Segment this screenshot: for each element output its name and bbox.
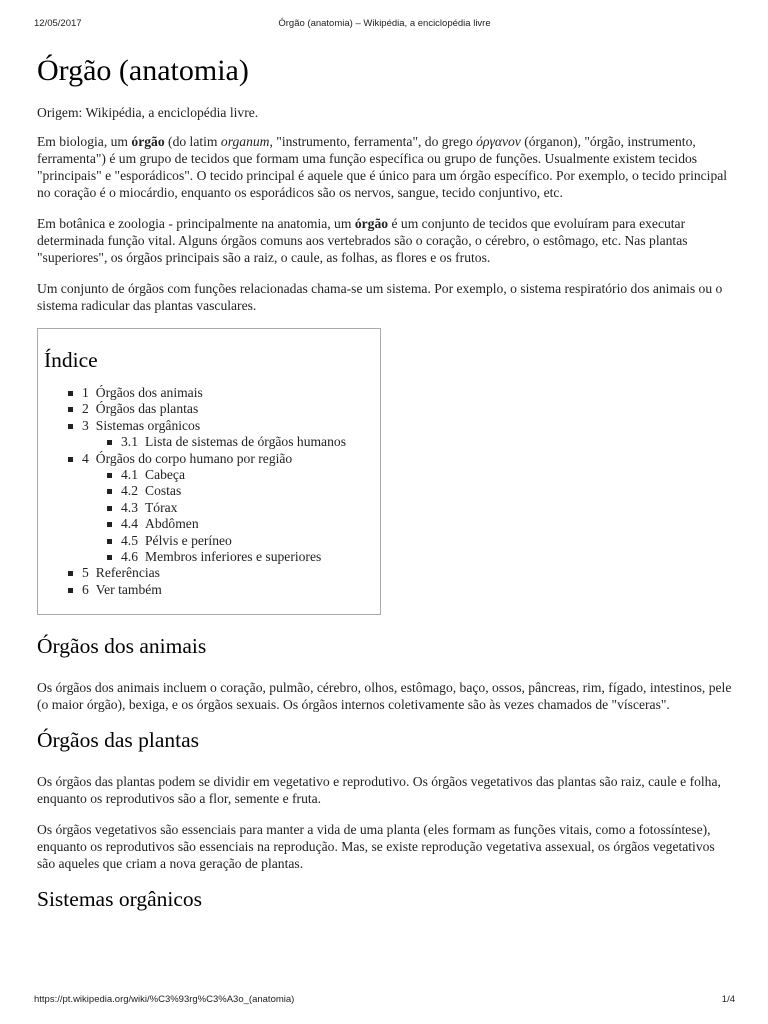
toc-number: 6: [82, 581, 89, 597]
toc-link[interactable]: Lista de sistemas de órgãos humanos: [145, 434, 346, 450]
section-heading-animais: Órgãos dos animais: [37, 634, 207, 659]
bullet-icon: [68, 391, 73, 396]
origin-note: Origem: Wikipédia, a enciclopédia livre.: [37, 105, 259, 120]
toc-number: 4.6: [121, 549, 138, 565]
toc-item[interactable]: [82, 385, 380, 401]
toc-number: 4: [82, 450, 89, 466]
toc-item[interactable]: [121, 467, 380, 483]
toc-link[interactable]: Pélvis e períneo: [145, 532, 232, 548]
toc-link[interactable]: Órgãos dos animais: [95, 385, 203, 400]
bullet-icon: [107, 489, 112, 494]
intro-text: Em biologia, um: [37, 134, 132, 149]
section-heading-plantas: Órgãos das plantas: [37, 728, 200, 753]
intro-text: (do latim: [164, 134, 221, 149]
toc-link[interactable]: Tórax: [145, 499, 178, 515]
toc-number: 4.5: [121, 532, 138, 548]
section-heading-sistemas: Sistemas orgânicos: [37, 887, 203, 912]
toc-list: [44, 385, 380, 598]
intro-text: (órganon), "órgão, instrumento, ferramenta") é um grupo de tecidos que formam uma função específica ou grupo de funções. Usualmente existem tecidos "principais" e "esporádicos". O tecido principal é aquele que é único para um órgão específico. Por exemplo, o tecido principal no coração é o miocárdio, enquanto os esporádicos são os nervos, sangue, tecido conjuntivo, etc.: [37, 134, 728, 200]
intro-latin-term: organum: [220, 134, 270, 149]
intro-paragraph-2: [37, 215, 734, 266]
print-footer: [34, 994, 735, 1008]
intro-text: é um conjunto de tecidos que evoluíram para executar determinada função vital. Alguns órgãos comuns aos vertebrados são o coração, o cérebro, o estômago, etc. Nas plantas "superiores", os órgãos principais são a raiz, o caule, as folhas, as flores e os frutos.: [37, 216, 688, 265]
toc-item[interactable]: [82, 565, 380, 581]
toc-number: 2: [82, 401, 89, 417]
intro-bold-term: órgão: [131, 134, 165, 149]
bullet-icon: [68, 571, 73, 576]
toc-number: 3: [82, 417, 89, 433]
intro-text: , "instrumento, ferramenta", do grego: [269, 134, 477, 149]
section-plantas-paragraph-2: Os órgãos vegetativos são essenciais para manter a vida de uma planta (eles formam as funções vitais, como a fotossíntese), enquanto os reprodutivos são essenciais na reprodução. Mas, se existe reprodução vegetativa assexual, os órgãos vegetativos são aqueles que criam a nova geração de plantas.: [37, 822, 715, 872]
toc-number: 1: [82, 385, 89, 400]
toc-number: 4.3: [121, 499, 138, 515]
toc-link[interactable]: Membros inferiores e superiores: [145, 549, 322, 565]
toc-link[interactable]: Órgãos do corpo humano por região: [95, 450, 293, 466]
bullet-icon: [68, 407, 73, 412]
toc-number: 4.1: [121, 467, 138, 483]
page-title: Órgão (anatomia): [37, 54, 249, 87]
toc-item[interactable]: [121, 533, 380, 549]
print-header: [34, 18, 735, 32]
intro-paragraph-3: Um conjunto de órgãos com funções relacionadas chama-se um sistema. Por exemplo, o sistema respiratório dos animais ou o sistema radicular das plantas vasculares.: [37, 281, 723, 313]
toc-item[interactable]: [82, 451, 380, 566]
toc-link[interactable]: Cabeça: [145, 467, 185, 483]
toc-item[interactable]: [82, 582, 380, 598]
intro-greek-term: όργανον: [476, 134, 521, 149]
bullet-icon: [68, 457, 73, 462]
table-of-contents: [37, 328, 381, 615]
print-doc-title: Órgão (anatomia) – Wikipédia, a enciclopédia livre: [278, 18, 491, 29]
section-animais-paragraph: Os órgãos dos animais incluem o coração, pulmão, cérebro, olhos, estômago, baço, ossos, pâncreas, rim, fígado, intestinos, pele (o maior órgão), bexiga, e os órgãos sexuais. Os órgãos internos coletivamente são às vezes chamados de "vísceras".: [37, 680, 732, 713]
toc-link[interactable]: Órgãos das plantas: [95, 401, 199, 417]
toc-link[interactable]: Abdômen: [145, 516, 199, 532]
bullet-icon: [107, 506, 112, 511]
print-date: 12/05/2017: [34, 18, 82, 29]
bullet-icon: [107, 473, 112, 478]
print-url: https://pt.wikipedia.org/wiki/%C3%93rg%C3%A3o_(anatomia): [34, 994, 295, 1005]
toc-item[interactable]: [121, 516, 380, 532]
toc-number: 4.2: [121, 483, 138, 499]
toc-item[interactable]: [121, 500, 380, 516]
toc-title: Índice: [44, 348, 98, 372]
toc-sublist: [82, 467, 380, 565]
toc-item[interactable]: [82, 401, 380, 417]
section-plantas-paragraph-1: Os órgãos das plantas podem se dividir em vegetativo e reprodutivo. Os órgãos vegetativos das plantas são raiz, caule e folha, enquanto os reprodutivos são a flor, semente e fruta.: [37, 774, 721, 807]
bullet-icon: [107, 440, 112, 445]
toc-item[interactable]: [121, 549, 380, 565]
intro-text: Em botânica e zoologia - principalmente na anatomia, um: [37, 216, 355, 231]
intro-paragraph-1: [37, 133, 734, 201]
toc-sublist: [82, 434, 380, 450]
intro-bold-term: órgão: [354, 216, 389, 231]
toc-link[interactable]: Costas: [145, 483, 182, 499]
bullet-icon: [68, 588, 73, 593]
toc-number: 5: [82, 565, 89, 581]
toc-item[interactable]: [82, 418, 380, 451]
bullet-icon: [107, 555, 112, 560]
bullet-icon: [107, 539, 112, 544]
toc-link[interactable]: Referências: [95, 565, 160, 581]
toc-number: 4.4: [121, 516, 138, 532]
toc-link[interactable]: Sistemas orgânicos: [95, 417, 201, 433]
print-page-number: 1/4: [721, 994, 735, 1005]
toc-item[interactable]: [121, 434, 380, 450]
toc-item[interactable]: [121, 483, 380, 499]
bullet-icon: [107, 522, 112, 527]
bullet-icon: [68, 424, 73, 429]
toc-link[interactable]: Ver também: [95, 581, 162, 597]
toc-number: 3.1: [121, 434, 138, 450]
article-content: [37, 52, 734, 932]
